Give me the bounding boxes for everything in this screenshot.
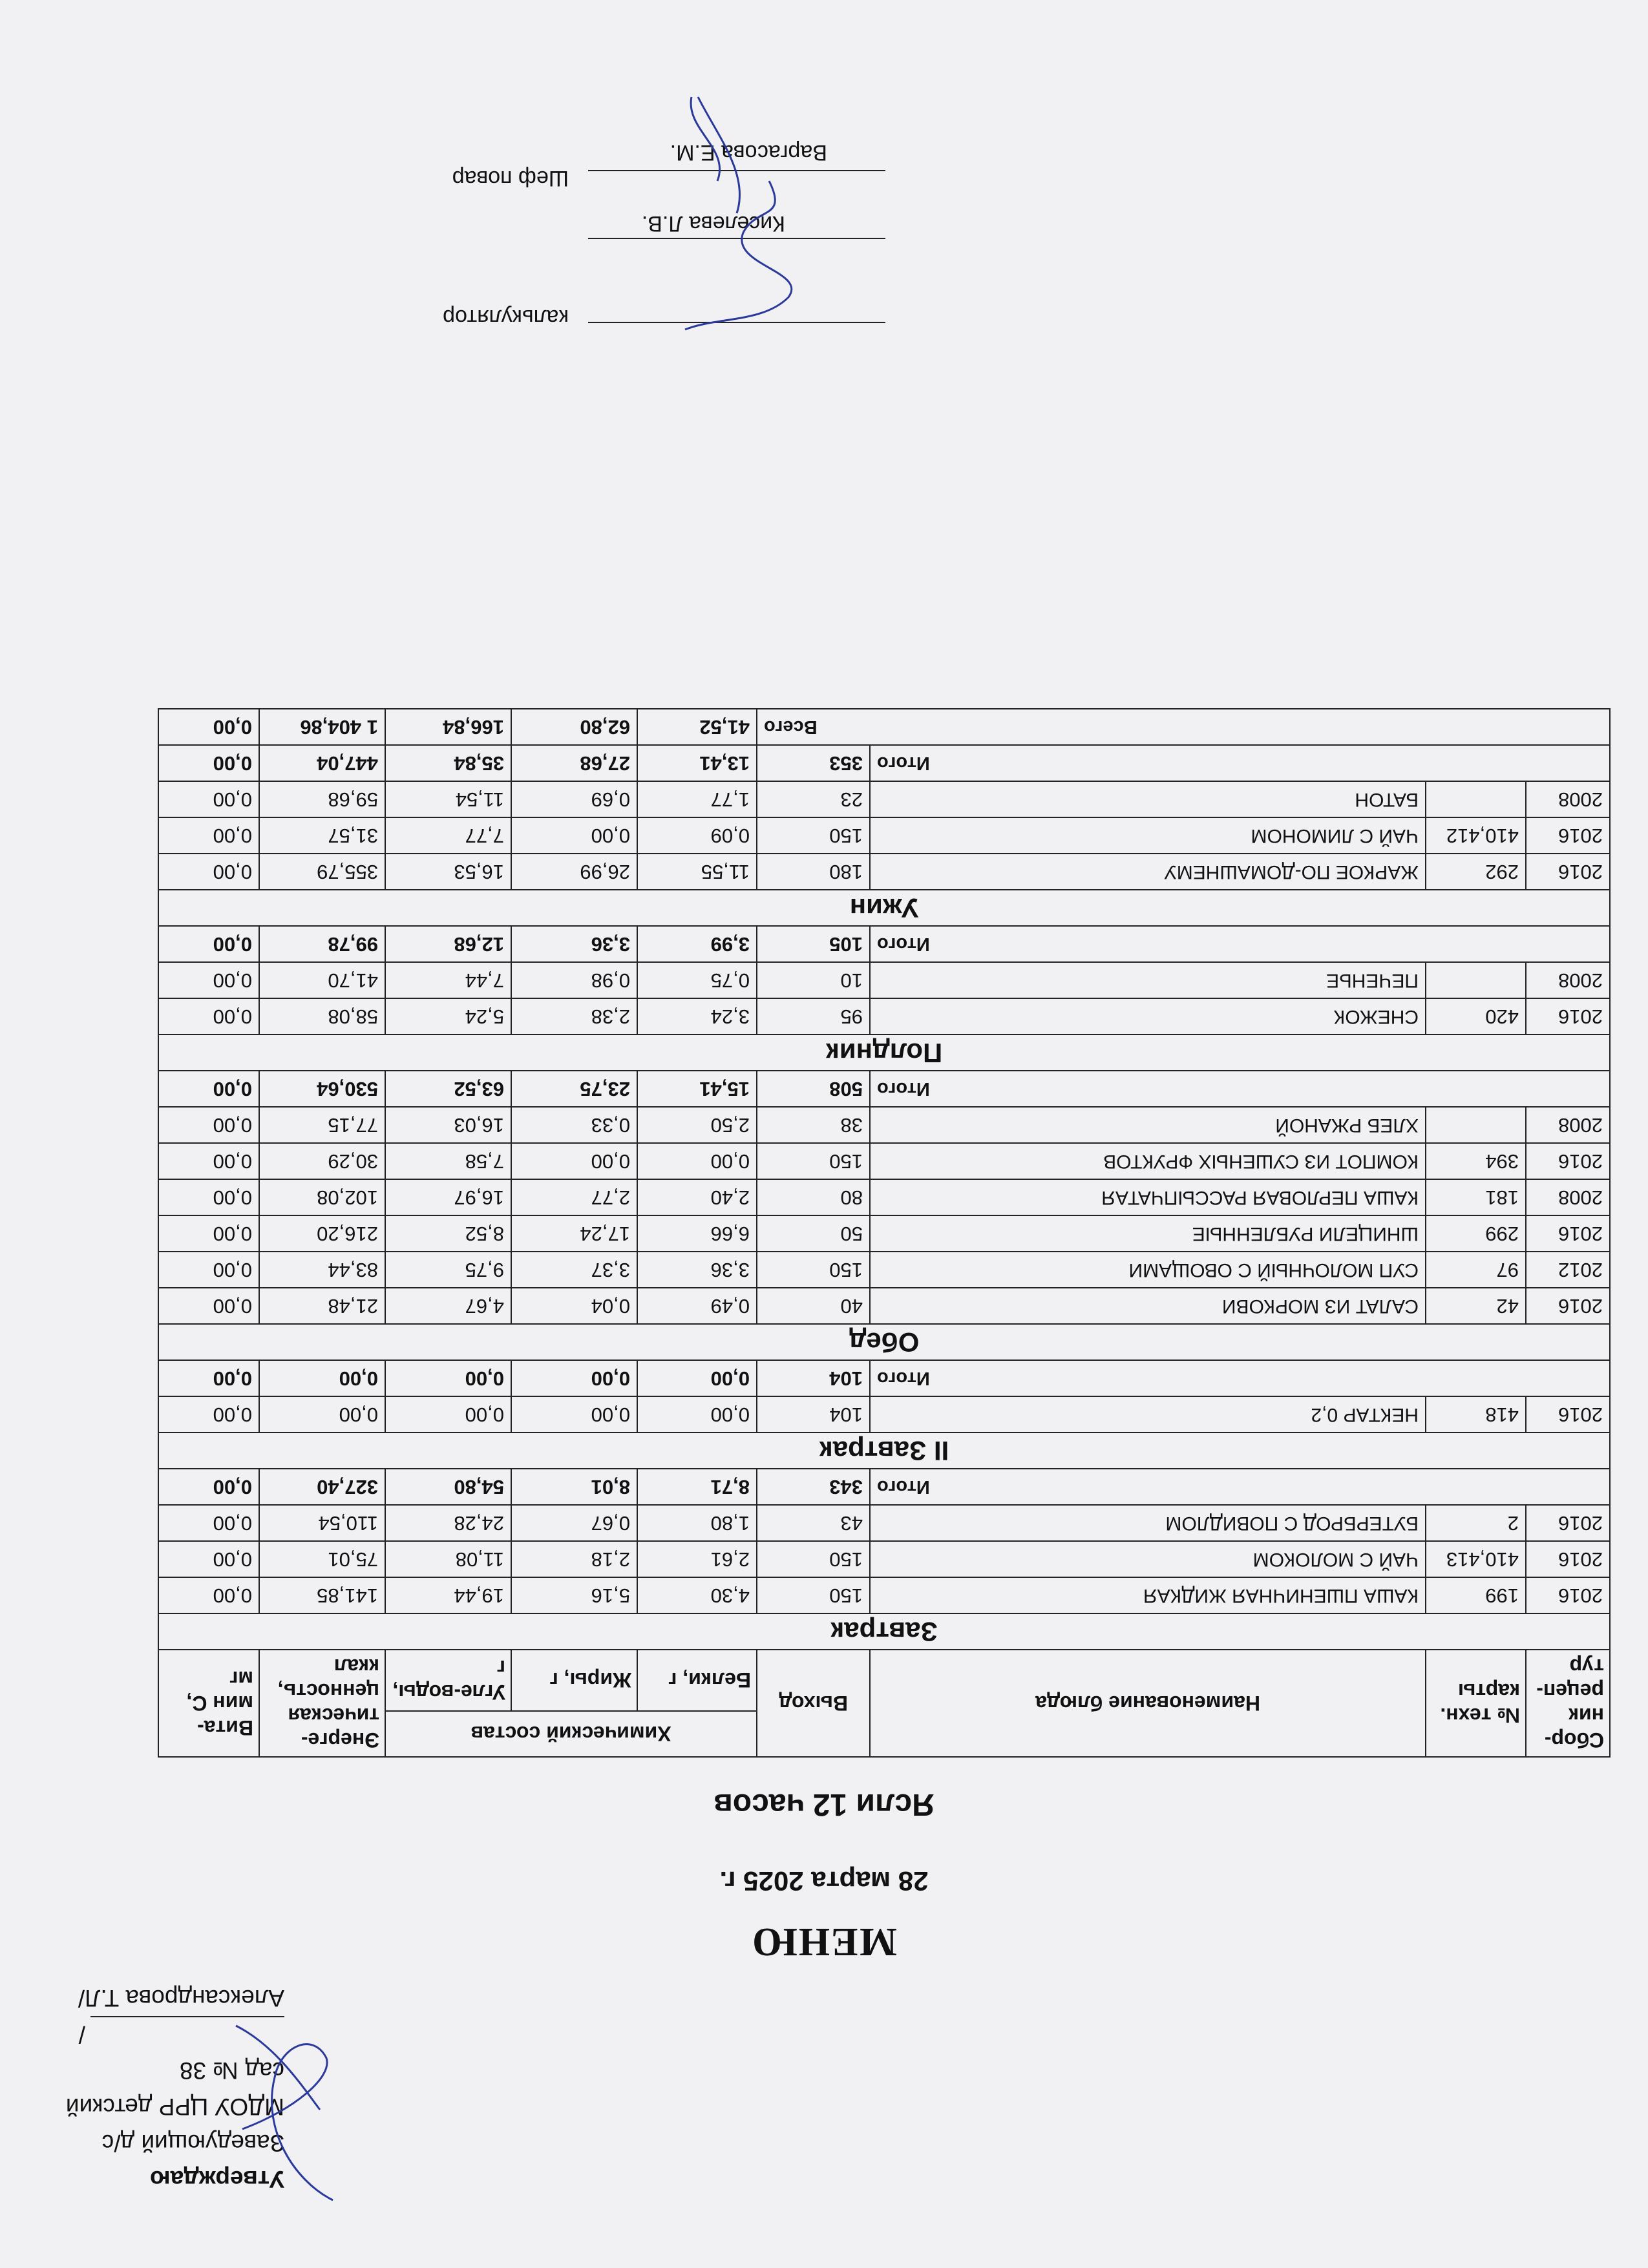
cell-carbs: 8,52 — [385, 1215, 511, 1252]
doc-date: 28 марта 2025 г. — [719, 1866, 929, 1896]
total-yield: 104 — [757, 1360, 870, 1396]
cell-dish: НЕКТАР 0,2 — [870, 1396, 1426, 1433]
cell-yield: 10 — [757, 962, 870, 998]
table-row — [158, 1107, 1610, 1143]
cell-vitamin: 0,00 — [158, 1179, 259, 1215]
cell-fat: 0,98 — [511, 962, 637, 998]
cell-carbs: 7,58 — [385, 1143, 511, 1179]
cell-collection: 2016 — [1526, 1288, 1610, 1324]
cell-carbs: 9,75 — [385, 1252, 511, 1288]
total-energy: 327,40 — [259, 1469, 385, 1505]
col-carbs: Угле-воды, г — [385, 1650, 511, 1711]
section-header — [158, 1034, 1610, 1071]
grand-total-row — [158, 709, 1610, 745]
cell-energy: 59,68 — [259, 781, 385, 817]
table-row — [158, 1252, 1610, 1288]
cell-protein: 2,40 — [637, 1179, 757, 1215]
col-chem: Химический состав — [385, 1711, 757, 1757]
cell-energy: 102,08 — [259, 1179, 385, 1215]
cell-dish: ХЛЕБ РЖАНОЙ — [870, 1107, 1426, 1143]
cell-collection: 2012 — [1526, 1252, 1610, 1288]
total-row — [158, 1360, 1610, 1396]
total-row — [158, 1071, 1610, 1107]
cell-energy: 31,57 — [259, 817, 385, 854]
cell-yield: 38 — [757, 1107, 870, 1143]
table-row — [158, 1215, 1610, 1252]
cell-card: 181 — [1426, 1179, 1526, 1215]
cell-yield: 104 — [757, 1396, 870, 1433]
cell-protein: 0,75 — [637, 962, 757, 998]
total-row — [158, 1469, 1610, 1505]
cell-fat: 0,67 — [511, 1505, 637, 1541]
total-fat: 0,00 — [511, 1360, 637, 1396]
cell-dish: БАТОН — [870, 781, 1426, 817]
grand-total-vitamin: 0,00 — [158, 709, 259, 745]
cell-vitamin: 0,00 — [158, 1541, 259, 1577]
cell-vitamin: 0,00 — [158, 1107, 259, 1143]
section-title: Полдник — [158, 1034, 1610, 1071]
table-row — [158, 1505, 1610, 1541]
cell-yield: 180 — [757, 854, 870, 890]
cell-fat: 0,00 — [511, 817, 637, 854]
cell-carbs: 11,54 — [385, 781, 511, 817]
section-title: Обед — [158, 1324, 1610, 1360]
cell-energy: 141,85 — [259, 1577, 385, 1613]
total-vitamin: 0,00 — [158, 1071, 259, 1107]
cell-dish: ЧАЙ С ЛИМОНОМ — [870, 817, 1426, 854]
cell-energy: 77,15 — [259, 1107, 385, 1143]
cell-collection: 2016 — [1526, 1541, 1610, 1577]
col-yield: Выход — [757, 1650, 870, 1757]
cell-vitamin: 0,00 — [158, 817, 259, 854]
cell-collection: 2016 — [1526, 1505, 1610, 1541]
col-collection: Сбор-ник рецеп-тур — [1526, 1650, 1610, 1757]
cell-fat: 2,18 — [511, 1541, 637, 1577]
cell-card: 299 — [1426, 1215, 1526, 1252]
table-row — [158, 1179, 1610, 1215]
cell-card — [1426, 962, 1526, 998]
cell-energy: 216,20 — [259, 1215, 385, 1252]
total-label: Итого — [870, 745, 1610, 781]
section-header — [158, 1613, 1610, 1650]
approval-position: Заведующий д/с — [101, 2130, 284, 2156]
cell-protein: 6,66 — [637, 1215, 757, 1252]
cell-dish: СУП МОЛОЧНЫЙ С ОВОЩАМИ — [870, 1252, 1426, 1288]
cell-card — [1426, 1107, 1526, 1143]
cell-card — [1426, 781, 1526, 817]
table-row — [158, 998, 1610, 1034]
cell-carbs: 16,53 — [385, 854, 511, 890]
cell-dish: БУТЕРБРОД С ПОВИДЛОМ — [870, 1505, 1426, 1541]
cell-carbs: 7,77 — [385, 817, 511, 854]
section-title: Ужин — [158, 890, 1610, 926]
table-row — [158, 962, 1610, 998]
section-title: II Завтрак — [158, 1433, 1610, 1469]
total-fat: 23,75 — [511, 1071, 637, 1107]
cell-fat: 0,33 — [511, 1107, 637, 1143]
cell-carbs: 5,24 — [385, 998, 511, 1034]
total-label: Итого — [870, 926, 1610, 962]
cell-carbs: 19,44 — [385, 1577, 511, 1613]
cell-yield: 43 — [757, 1505, 870, 1541]
cell-vitamin: 0,00 — [158, 1505, 259, 1541]
cell-energy: 58,08 — [259, 998, 385, 1034]
cell-dish: КОМПОТ ИЗ СУШЕНЫХ ФРУКТОВ — [870, 1143, 1426, 1179]
cell-protein: 4,30 — [637, 1577, 757, 1613]
cell-energy: 83,44 — [259, 1252, 385, 1288]
cell-yield: 50 — [757, 1215, 870, 1252]
total-carbs: 0,00 — [385, 1360, 511, 1396]
cell-dish: САЛАТ ИЗ МОРКОВИ — [870, 1288, 1426, 1324]
calc-name: Киселева Л.В. — [641, 211, 785, 236]
table-row — [158, 781, 1610, 817]
cell-energy: 355,79 — [259, 854, 385, 890]
cell-vitamin: 0,00 — [158, 1396, 259, 1433]
cell-vitamin: 0,00 — [158, 854, 259, 890]
cell-fat: 26,99 — [511, 854, 637, 890]
doc-title: МЕНЮ — [751, 1920, 897, 1964]
cell-energy: 0,00 — [259, 1396, 385, 1433]
cell-vitamin: 0,00 — [158, 1577, 259, 1613]
cell-card: 42 — [1426, 1288, 1526, 1324]
total-protein: 0,00 — [637, 1360, 757, 1396]
cell-collection: 2016 — [1526, 1143, 1610, 1179]
cell-vitamin: 0,00 — [158, 1288, 259, 1324]
cell-vitamin: 0,00 — [158, 962, 259, 998]
table-row — [158, 817, 1610, 854]
cell-protein: 2,50 — [637, 1107, 757, 1143]
cell-vitamin: 0,00 — [158, 781, 259, 817]
cell-collection: 2008 — [1526, 962, 1610, 998]
menu-table — [158, 708, 1611, 1758]
approval-organization: МДОУ ЦРР детский сад № 38 — [65, 2057, 284, 2120]
table-row — [158, 1288, 1610, 1324]
total-fat: 27,68 — [511, 745, 637, 781]
cell-yield: 40 — [757, 1288, 870, 1324]
grand-total-label: Всего — [757, 709, 1610, 745]
cell-dish: КАША ПШЕНИЧНАЯ ЖИДКАЯ — [870, 1577, 1426, 1613]
cell-card: 410,412 — [1426, 817, 1526, 854]
cell-energy: 41,70 — [259, 962, 385, 998]
cell-carbs: 7,44 — [385, 962, 511, 998]
cell-yield: 150 — [757, 1541, 870, 1577]
cell-collection: 2008 — [1526, 1107, 1610, 1143]
total-carbs: 12,68 — [385, 926, 511, 962]
cell-card: 394 — [1426, 1143, 1526, 1179]
chef-label: Шеф повар — [452, 166, 569, 191]
cell-fat: 0,04 — [511, 1288, 637, 1324]
cell-collection: 2008 — [1526, 1179, 1610, 1215]
cell-fat: 0,00 — [511, 1396, 637, 1433]
cell-card: 410,413 — [1426, 1541, 1526, 1577]
total-vitamin: 0,00 — [158, 745, 259, 781]
cell-protein: 0,09 — [637, 817, 757, 854]
col-vitamin: Вита-мин С, мг — [158, 1650, 259, 1757]
group-title: Ясли 12 часов — [713, 1787, 935, 1822]
cell-carbs: 16,03 — [385, 1107, 511, 1143]
cell-collection: 2016 — [1526, 1577, 1610, 1613]
section-header — [158, 890, 1610, 926]
cell-dish: ЖАРКОЕ ПО-ДОМАШНЕМУ — [870, 854, 1426, 890]
cell-dish: ШНИЦЕЛИ РУБЛЕННЫЕ — [870, 1215, 1426, 1252]
cell-fat: 2,38 — [511, 998, 637, 1034]
cell-yield: 150 — [757, 817, 870, 854]
cell-carbs: 4,67 — [385, 1288, 511, 1324]
cell-card: 199 — [1426, 1577, 1526, 1613]
signatures-footer — [0, 71, 1648, 342]
table-row — [158, 1541, 1610, 1577]
cell-vitamin: 0,00 — [158, 1252, 259, 1288]
approval-signer: /Александрова Т.Л/ — [78, 1985, 284, 2048]
calc-label: калькулятор — [443, 305, 569, 330]
total-vitamin: 0,00 — [158, 1469, 259, 1505]
cell-collection: 2016 — [1526, 998, 1610, 1034]
total-energy: 447,04 — [259, 745, 385, 781]
total-vitamin: 0,00 — [158, 1360, 259, 1396]
cell-protein: 0,49 — [637, 1288, 757, 1324]
cell-yield: 23 — [757, 781, 870, 817]
total-energy: 0,00 — [259, 1360, 385, 1396]
total-yield: 353 — [757, 745, 870, 781]
cell-energy: 21,48 — [259, 1288, 385, 1324]
cell-yield: 80 — [757, 1179, 870, 1215]
total-carbs: 35,84 — [385, 745, 511, 781]
cell-fat: 0,00 — [511, 1143, 637, 1179]
cell-protein: 11,55 — [637, 854, 757, 890]
cell-collection: 2008 — [1526, 781, 1610, 817]
total-protein: 3,99 — [637, 926, 757, 962]
cell-protein: 1,80 — [637, 1505, 757, 1541]
cell-protein: 2,61 — [637, 1541, 757, 1577]
total-fat: 8,01 — [511, 1469, 637, 1505]
cell-fat: 5,16 — [511, 1577, 637, 1613]
cell-fat: 17,24 — [511, 1215, 637, 1252]
cell-fat: 2,77 — [511, 1179, 637, 1215]
cell-protein: 0,00 — [637, 1396, 757, 1433]
col-fat: Жиры, г — [511, 1650, 637, 1711]
cell-collection: 2016 — [1526, 854, 1610, 890]
cell-yield: 150 — [757, 1577, 870, 1613]
cell-card: 97 — [1426, 1252, 1526, 1288]
cell-protein: 3,36 — [637, 1252, 757, 1288]
cell-yield: 95 — [757, 998, 870, 1034]
cell-vitamin: 0,00 — [158, 1215, 259, 1252]
total-label: Итого — [870, 1469, 1610, 1505]
cell-carbs: 0,00 — [385, 1396, 511, 1433]
cell-collection: 2016 — [1526, 1215, 1610, 1252]
table-row — [158, 1396, 1610, 1433]
total-carbs: 63,52 — [385, 1071, 511, 1107]
col-energy: Энерге-тическая ценность, ккал — [259, 1650, 385, 1757]
grand-total-energy: 1 404,86 — [259, 709, 385, 745]
total-carbs: 54,80 — [385, 1469, 511, 1505]
cell-carbs: 24,28 — [385, 1505, 511, 1541]
cell-collection: 2016 — [1526, 1396, 1610, 1433]
cell-card: 420 — [1426, 998, 1526, 1034]
staff-signatures — [653, 84, 847, 342]
cell-carbs: 16,97 — [385, 1179, 511, 1215]
col-card: № техн. карты — [1426, 1650, 1526, 1757]
total-row — [158, 745, 1610, 781]
table-row — [158, 1577, 1610, 1613]
section-title: Завтрак — [158, 1613, 1610, 1650]
total-yield: 343 — [757, 1469, 870, 1505]
cell-dish: ПЕЧЕНЬЕ — [870, 962, 1426, 998]
cell-protein: 1,77 — [637, 781, 757, 817]
cell-yield: 150 — [757, 1252, 870, 1288]
cell-yield: 150 — [757, 1143, 870, 1179]
total-row — [158, 926, 1610, 962]
cell-energy: 110,54 — [259, 1505, 385, 1541]
table-row — [158, 1143, 1610, 1179]
total-energy: 99,78 — [259, 926, 385, 962]
cell-collection: 2016 — [1526, 817, 1610, 854]
cell-dish: СНЕЖОК — [870, 998, 1426, 1034]
cell-protein: 0,00 — [637, 1143, 757, 1179]
col-dish: Наименование блюда — [870, 1650, 1426, 1757]
cell-card: 418 — [1426, 1396, 1526, 1433]
total-label: Итого — [870, 1360, 1610, 1396]
cell-vitamin: 0,00 — [158, 998, 259, 1034]
total-protein: 15,41 — [637, 1071, 757, 1107]
grand-total-fat: 62,80 — [511, 709, 637, 745]
cell-energy: 75,01 — [259, 1541, 385, 1577]
total-protein: 8,71 — [637, 1469, 757, 1505]
approval-signature — [223, 2019, 372, 2207]
grand-total-carbs: 166,84 — [385, 709, 511, 745]
total-yield: 508 — [757, 1071, 870, 1107]
cell-card: 2 — [1426, 1505, 1526, 1541]
total-yield: 105 — [757, 926, 870, 962]
col-protein: Белки, г — [637, 1650, 757, 1711]
grand-total-protein: 41,52 — [637, 709, 757, 745]
section-header — [158, 1324, 1610, 1360]
total-energy: 530,64 — [259, 1071, 385, 1107]
cell-protein: 3,24 — [637, 998, 757, 1034]
cell-energy: 30,29 — [259, 1143, 385, 1179]
cell-dish: КАША ПЕРЛОВАЯ РАССЫПЧАТАЯ — [870, 1179, 1426, 1215]
cell-fat: 0,69 — [511, 781, 637, 817]
chef-name: Варгасова Е.М. — [670, 140, 827, 165]
cell-carbs: 11,08 — [385, 1541, 511, 1577]
cell-card: 292 — [1426, 854, 1526, 890]
total-fat: 3,36 — [511, 926, 637, 962]
header-row — [158, 1711, 1610, 1757]
table-row — [158, 854, 1610, 890]
total-label: Итого — [870, 1071, 1610, 1107]
section-header — [158, 1433, 1610, 1469]
total-protein: 13,41 — [637, 745, 757, 781]
cell-vitamin: 0,00 — [158, 1143, 259, 1179]
approval-title: Утверждаю — [150, 2166, 284, 2192]
cell-fat: 3,37 — [511, 1252, 637, 1288]
total-vitamin: 0,00 — [158, 926, 259, 962]
cell-dish: ЧАЙ С МОЛОКОМ — [870, 1541, 1426, 1577]
